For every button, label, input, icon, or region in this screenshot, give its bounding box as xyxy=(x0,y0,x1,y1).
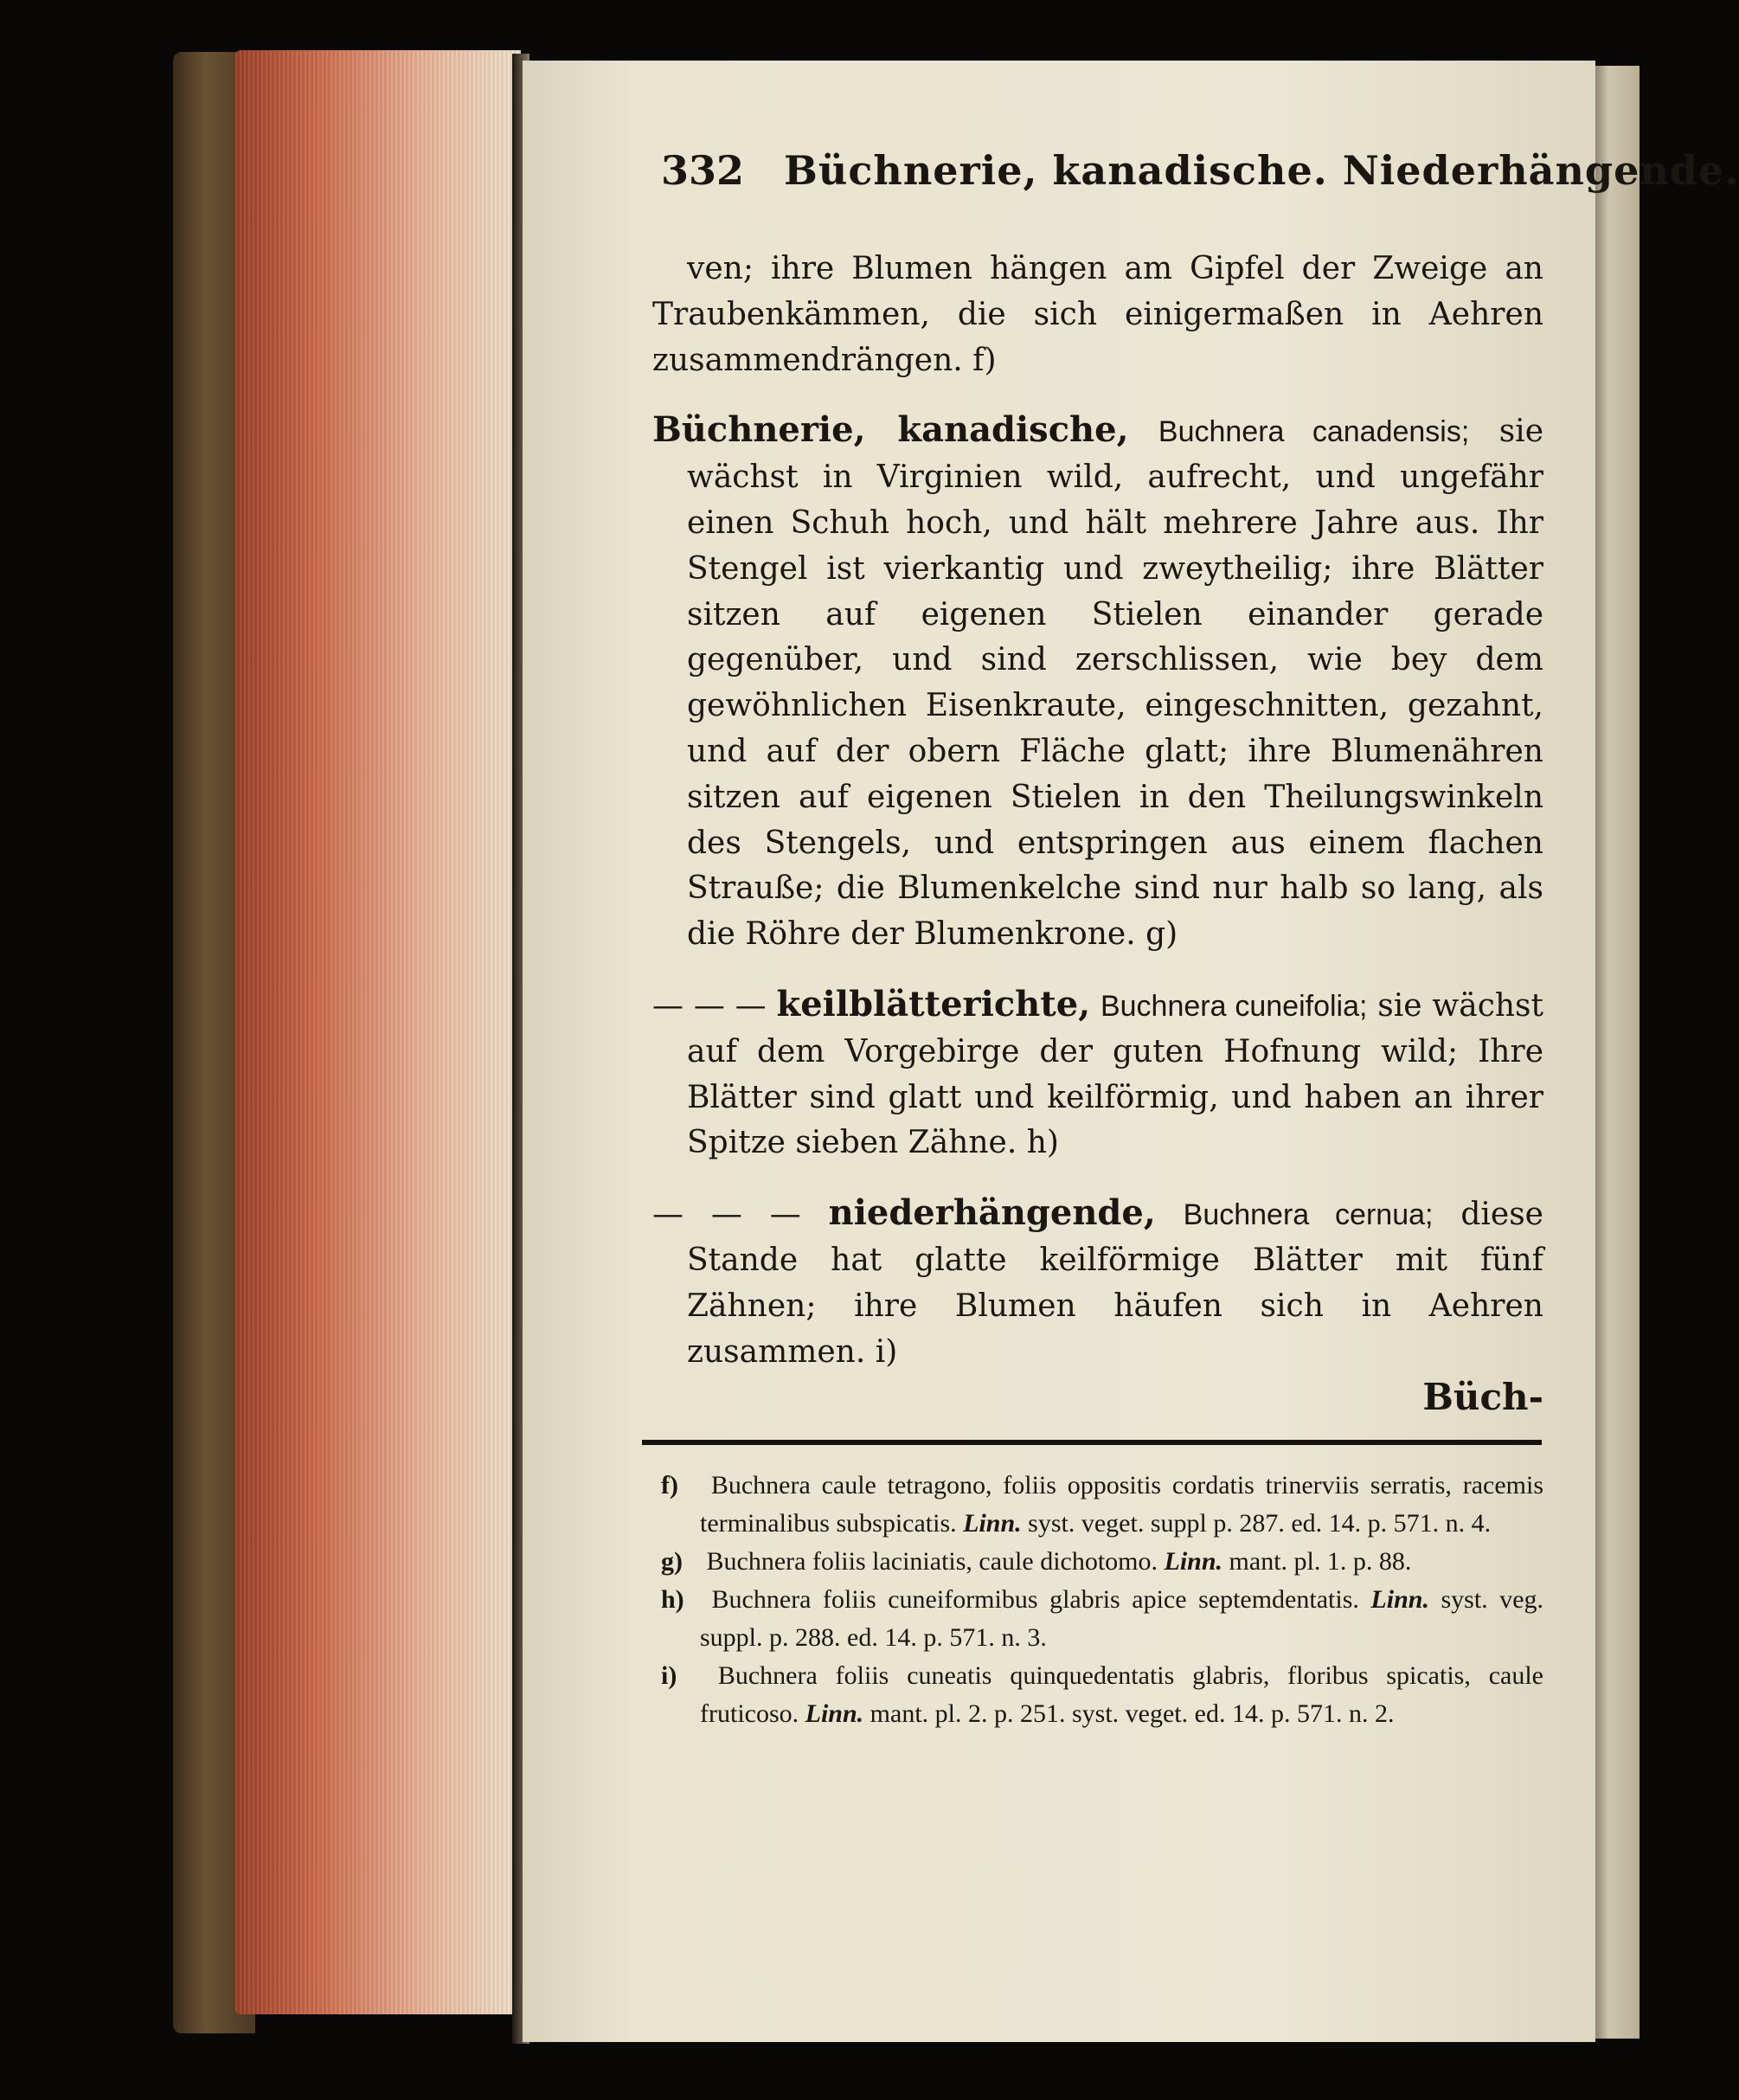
footnote-cite: mant. pl. 1. p. 88. xyxy=(1229,1547,1412,1576)
catchword: Büch- xyxy=(1422,1376,1543,1419)
entry-term: niederhängende, xyxy=(828,1192,1156,1234)
footnote-ref: Linn. xyxy=(1164,1547,1223,1576)
footnote-f xyxy=(661,1467,1543,1543)
footnote-cite: mant. pl. 2. p. 251. syst. veget. ed. 14. p. 571. n. 2. xyxy=(870,1699,1395,1728)
entry-text: sie wächst auf dem Vorgebirge der guten Hofnung wild; Ihre Blätter sind glatt und keilförmig, und haben an ihrer Spitze sieben Zähne. h) xyxy=(687,987,1543,1161)
entry-latin-name: Buchnera cuneifolia; xyxy=(1100,989,1368,1023)
footnote-i xyxy=(661,1657,1543,1733)
footnote-cite: syst. veg. suppl. p. 288. ed. 14. p. 571. n. 3. xyxy=(700,1585,1544,1652)
footnote-rule xyxy=(642,1440,1542,1445)
book-page xyxy=(523,61,1739,2042)
entry-dashes: — — — xyxy=(652,1197,801,1233)
entry-dashes: — — — xyxy=(652,987,767,1024)
entry-cuneifolia xyxy=(652,982,1543,1166)
footnote-text: Buchnera foliis laciniatis, caule dichotomo. xyxy=(706,1547,1158,1576)
entry-text: sie wächst in Virginien wild, aufrecht, und ungefähr einen Schuh hoch, und hält mehrere Jahre aus. Ihr Stengel ist vierkantig und zweytheilig; ihre Blätter sitzen auf eigenen Stielen einander gerade gegenüber, und sind zerschlissen, wie bey dem gewöhnlichen Eisenkraute, eingeschnitten, gezahnt, und auf der obern Fläche glatt; ihre Blumenähren sitzen auf eigenen Stielen in den Theilungswinkeln des Stengels, und entspringen aus einem flachen Strauße; die Blumenkelche sind nur halb so lang, als die Röhre der Blumenkrone. g) xyxy=(687,414,1543,953)
footnote-text: Buchnera foliis cuneiformibus glabris apice septemdentatis. xyxy=(711,1585,1359,1614)
entry-canadensis xyxy=(652,408,1543,958)
footnote-letter: i) xyxy=(661,1661,677,1690)
continuation-paragraph: ven; ihre Blumen hängen am Gipfel der Zweige an Traubenkämmen, die sich einigermaßen in Aehren zusammendrängen. f) xyxy=(652,251,1543,378)
footnotes xyxy=(661,1467,1543,1733)
footnote-letter: h) xyxy=(661,1585,684,1614)
entry-latin-name: Buchnera cernua; xyxy=(1183,1198,1434,1232)
entry-text: diese Stande hat glatte keilförmige Blätter mit fünf Zähnen; ihre Blumen häufen sich in Aehren zusammen. i) xyxy=(687,1197,1543,1370)
footnote-letter: f) xyxy=(661,1471,678,1500)
entry-term: keilblätterichte, xyxy=(776,983,1091,1024)
page-number: 332 xyxy=(661,147,745,194)
footnote-ref: Linn. xyxy=(963,1509,1022,1538)
footnote-ref: Linn. xyxy=(1370,1585,1429,1614)
footnote-text: Buchnera foliis cuneatis quinquedentatis glabris, floribus spicatis, caule fruticoso. xyxy=(700,1661,1543,1728)
footnote-h xyxy=(661,1581,1543,1657)
footnote-letter: g) xyxy=(661,1547,683,1576)
facing-page-edge xyxy=(1588,66,1640,2039)
body-text xyxy=(652,247,1543,1421)
entry-term: Büchnerie, kanadische, xyxy=(652,409,1129,451)
footnote-ref: Linn. xyxy=(805,1699,864,1728)
entry-latin-name: Buchnera canadensis; xyxy=(1158,415,1470,449)
entry-cernua xyxy=(652,1191,1543,1375)
running-header xyxy=(661,147,1739,194)
page-edges xyxy=(235,50,521,2014)
footnote-text: Buchnera caule tetragono, foliis oppositis cordatis trinerviis serratis, racemis terminalibus subspicatis. xyxy=(700,1471,1544,1538)
running-title: Büchnerie, kanadische. Niederhängende. xyxy=(784,147,1739,194)
footnote-g xyxy=(661,1543,1543,1581)
footnote-cite: syst. veget. suppl p. 287. ed. 14. p. 571. n. 4. xyxy=(1028,1509,1492,1538)
